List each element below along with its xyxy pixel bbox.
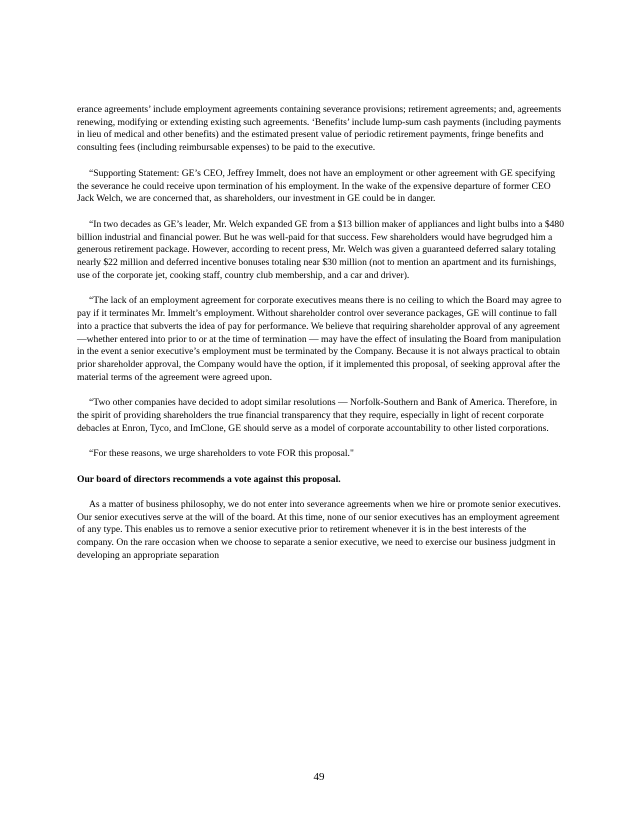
paragraph-vote-for: “For these reasons, we urge shareholders to vote FOR this proposal." — [89, 448, 354, 460]
board-recommendation-heading: Our board of directors recommends a vote against this proposal. — [77, 474, 341, 486]
paragraph-welch-tenure: “In two decades as GE’s leader, Mr. Welch expanded GE from a $13 billion maker of appliances and light bulbs into a $480 billion industrial and financial power. But he was well-paid for that success. Few shareholders would have begrudged him a generous retirement package. However, according to recent press, Mr. Welch was given a guaranteed deferred salary totaling nearly $22 million and deferred incentive bonuses totaling near $30 million (not to mention an apartment and its furnishings, use of the corporate jet, cooking staff, country club membership, and a car and driver). — [77, 218, 565, 281]
paragraph-severance-definition: erance agreements’ include employment agreements containing severance provisions; retirement agreements; and, agreements renewing, modifying or extending existing such agreements. ‘Benefits’ include lump-sum cash payments (including payments in lieu of medical and other benefits) and the estimated present value of periodic retirement payments, fringe benefits and consulting fees (including reimbursable expenses) to be paid to the executive. — [77, 104, 562, 154]
paragraph-business-philosophy: As a matter of business philosophy, we do not enter into severance agreements when we hire or promote senior executives. Our senior executives serve at the will of the board. At this time, none of our senior executives has an employment agreement of any type. This enables us to remove a senior executive prior to retirement whenever it is in the best interests of the company. On the rare occasion when we choose to separate a senior executive, we need to exercise our business judgment in developing an appropriate separation — [77, 498, 561, 561]
paragraph-lack-of-agreement: “The lack of an employment agreement for corporate executives means there is no ceiling to which the Board may agree to pay if it terminates Mr. Immelt’s employment. Without shareholder control over severance packages, GE will continue to fall into a practice that subverts the idea of pay for performance. We believe that requiring shareholder approval of any agreement —whether entered into prior to or at the time of termination — may have the effect of insulating the Board from manipulation in the event a senior executive’s employment must be terminated by the Company. Because it is not always practical to obtain prior shareholder approval, the Company would have the option, if it implemented this proposal, of seeking approval after the material terms of the agreement were agreed upon. — [77, 295, 562, 383]
document-body — [77, 104, 565, 575]
paragraph-other-companies: “Two other companies have decided to adopt similar resolutions — Norfolk-Southern and Bank of America. Therefore, in the spirit of providing shareholders the true financial transparency that they require, especially in light of recent corporate debacles at Enron, Tyco, and ImClone, GE should serve as a model of corporate accountability to other listed corporations. — [77, 397, 558, 434]
paragraph-supporting-statement: “Supporting Statement: GE’s CEO, Jeffrey Immelt, does not have an employment or other agreement with GE specifying the severance he could receive upon termination of his employment. In the wake of the expensive departure of former CEO Jack Welch, we are concerned that, as shareholders, our investment in GE could be in danger. — [77, 167, 556, 205]
page-number: 49 — [313, 771, 325, 783]
